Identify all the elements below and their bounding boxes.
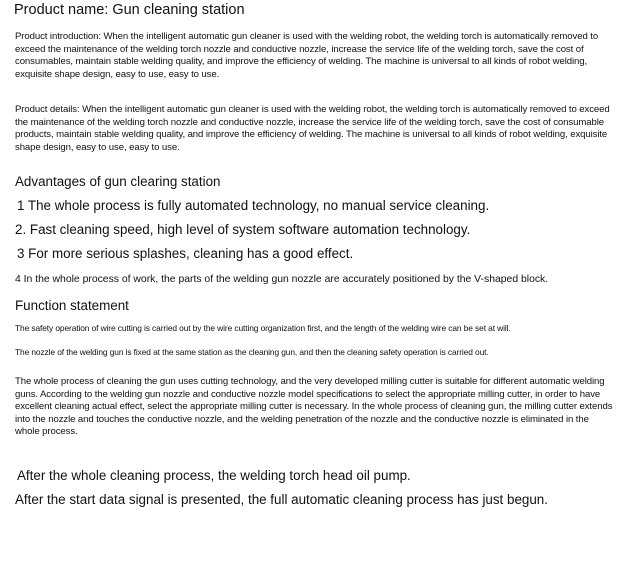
function-heading: Function statement bbox=[15, 298, 129, 313]
function-paragraph: The whole process of cleaning the gun uses cutting technology, and the very developed milling cutter is suitable for different automatic welding guns. According to the welding gun nozzle and conductive nozzle model specifications to select the appropriate milling cutter, in order to have excellent cleaning actual effect, select the appropriate milling cutter is necessary. In the whole process of cleaning gun, the milling cutter extends into the nozzle and touches the conductive nozzle, and the welding penetration of the nozzle and the conductive nozzle is eliminated in the whole process. bbox=[15, 376, 613, 438]
advantage-item-3: 3 For more serious splashes, cleaning has a good effect. bbox=[17, 246, 354, 261]
closing-line-1: After the whole cleaning process, the welding torch head oil pump. bbox=[17, 468, 411, 483]
product-introduction: Product introduction: When the intelligent automatic gun cleaner is used with the welding robot, the welding torch is automatically removed to exceed the maintenance of the welding torch nozzle and conductive nozzle, increase the service life of the welding torch, save the cost of consumables, maintain stable welding quality, and improve the efficiency of welding. The machine is universal to all kinds of robot welding, exquisite shape design, easy to use, easy to use. bbox=[15, 31, 599, 80]
product-title: Product name: Gun cleaning station bbox=[14, 2, 245, 18]
advantage-item-4: 4 In the whole process of work, the parts of the welding gun nozzle are accurately positioned by the V-shaped block. bbox=[15, 274, 549, 285]
product-details: Product details: When the intelligent automatic gun cleaner is used with the welding robot, the welding torch is automatically removed to exceed the maintenance of the welding torch nozzle and conductive nozzle, increase the service life of the welding torch, save the cost of consumable products, maintain stable welding quality, and improve the efficiency of welding. The machine is universal to all kinds of robot welding, exquisite shape design, easy to use, easy to use. bbox=[15, 104, 610, 153]
advantage-item-1: 1 The whole process is fully automated technology, no manual service cleaning. bbox=[17, 198, 490, 213]
closing-line-2: After the start data signal is presented, the full automatic cleaning process has just begun. bbox=[15, 492, 548, 507]
function-line-2: The nozzle of the welding gun is fixed at the same station as the cleaning gun, and then the cleaning safety operation is carried out. bbox=[15, 347, 489, 357]
function-line-1: The safety operation of wire cutting is carried out by the wire cutting organization first, and the length of the welding wire can be set at will. bbox=[15, 323, 511, 333]
advantage-item-2: 2. Fast cleaning speed, high level of system software automation technology. bbox=[15, 222, 471, 237]
advantages-heading: Advantages of gun clearing station bbox=[15, 174, 221, 189]
